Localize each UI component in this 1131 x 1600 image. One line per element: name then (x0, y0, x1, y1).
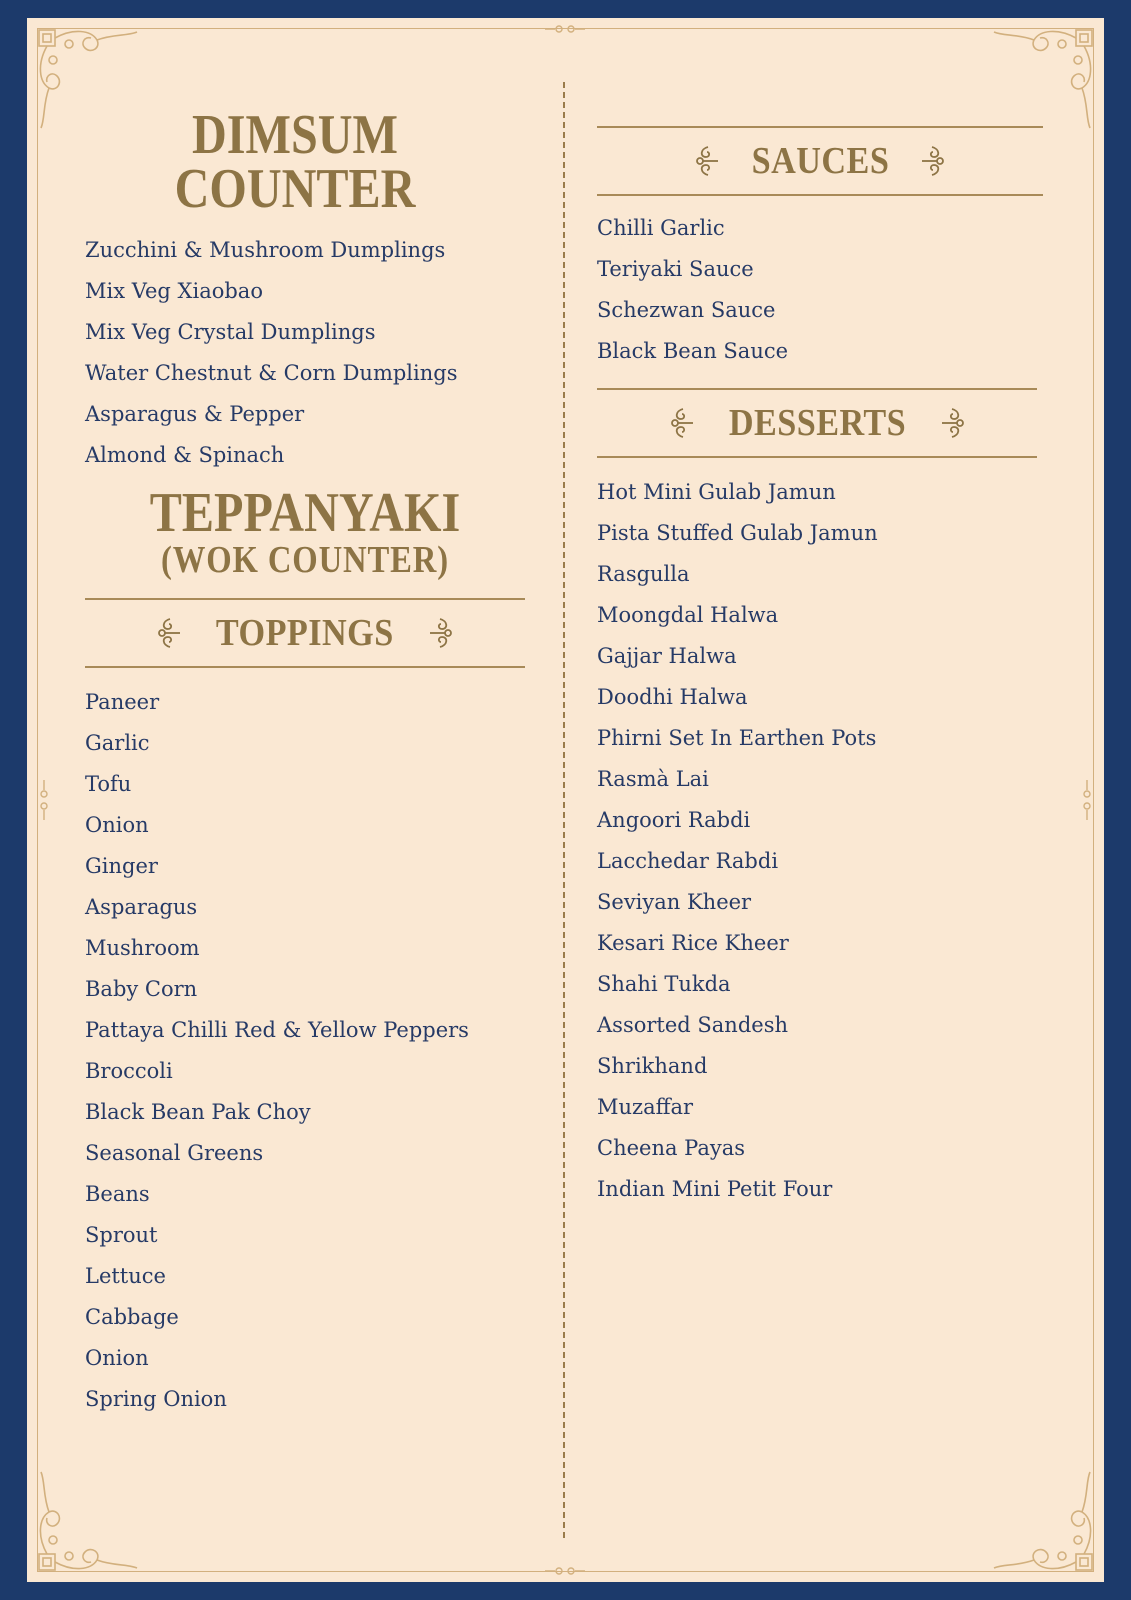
dimsum-item: Mix Veg Xiaobao (85, 279, 263, 303)
dessert-item: Assorted Sandesh (597, 1013, 788, 1037)
dessert-item: Gajjar Halwa (597, 644, 737, 668)
dimsum-list (85, 230, 525, 476)
dessert-item: Rasgulla (597, 562, 690, 586)
teppanyaki-subtitle: (WOK COUNTER) (160, 539, 450, 581)
teppanyaki-title: TEPPANYAKI (149, 482, 461, 544)
topping-item: Beans (85, 1182, 150, 1206)
topping-item: Spring Onion (85, 1387, 227, 1411)
topping-item: Onion (85, 1346, 149, 1370)
sauce-item: Teriyaki Sauce (597, 257, 754, 281)
desserts-heading (597, 388, 1037, 458)
corner-ornament-icon (988, 24, 1098, 134)
toppings-heading (85, 598, 525, 668)
dessert-item: Indian Mini Petit Four (597, 1177, 833, 1201)
left-column (85, 104, 525, 1420)
dessert-item: Doodhi Halwa (597, 685, 748, 709)
sauces-heading-label: SAUCES (751, 140, 889, 182)
dessert-item: Seviyan Kheer (597, 890, 752, 914)
desserts-list (597, 472, 1057, 1210)
dessert-item: Shrikhand (597, 1054, 708, 1078)
edge-ornament-icon (545, 1564, 585, 1578)
sauce-item: Black Bean Sauce (597, 339, 789, 363)
toppings-heading-label: TOPPINGS (216, 612, 394, 654)
topping-item: Seasonal Greens (85, 1141, 264, 1165)
topping-item: Paneer (85, 690, 160, 714)
topping-item: Pattaya Chilli Red & Yellow Peppers (85, 1018, 469, 1042)
sauces-list (597, 208, 1057, 372)
menu-page (27, 18, 1104, 1582)
topping-item: Cabbage (85, 1305, 179, 1329)
dimsum-title (114, 104, 475, 220)
swirl-ornament-icon (692, 143, 722, 179)
sauce-item: Schezwan Sauce (597, 298, 776, 322)
right-column (597, 126, 1057, 1210)
topping-item: Tofu (85, 772, 132, 796)
swirl-ornament-icon (938, 405, 968, 441)
dessert-item: Phirni Set In Earthen Pots (597, 726, 877, 750)
corner-ornament-icon (988, 1466, 1098, 1576)
dessert-item: Kesari Rice Kheer (597, 931, 789, 955)
topping-item: Black Bean Pak Choy (85, 1100, 311, 1124)
dessert-item: Cheena Payas (597, 1136, 746, 1160)
dimsum-item: Zucchini & Mushroom Dumplings (85, 238, 446, 262)
dessert-item: Moongdal Halwa (597, 603, 779, 627)
topping-item: Onion (85, 813, 149, 837)
topping-item: Broccoli (85, 1059, 173, 1083)
edge-ornament-icon (37, 780, 51, 820)
swirl-ornament-icon (154, 615, 184, 651)
corner-ornament-icon (33, 1466, 143, 1576)
dimsum-title-line1: DIMSUM (192, 104, 398, 166)
topping-item: Mushroom (85, 936, 200, 960)
edge-ornament-icon (1080, 780, 1094, 820)
topping-item: Baby Corn (85, 977, 198, 1001)
column-divider (563, 82, 565, 1538)
desserts-heading-label: DESSERTS (728, 402, 906, 444)
topping-item: Lettuce (85, 1264, 166, 1288)
swirl-ornament-icon (426, 615, 456, 651)
dessert-item: Shahi Tukda (597, 972, 731, 996)
dessert-item: Lacchedar Rabdi (597, 849, 779, 873)
dimsum-item: Water Chestnut & Corn Dumplings (85, 361, 458, 385)
swirl-ornament-icon (667, 405, 697, 441)
topping-item: Garlic (85, 731, 150, 755)
sauce-item: Chilli Garlic (597, 216, 725, 240)
dimsum-item: Asparagus & Pepper (85, 402, 305, 426)
topping-item: Ginger (85, 854, 158, 878)
dessert-item: Rasmà Lai (597, 767, 709, 791)
dessert-item: Angoori Rabdi (597, 808, 751, 832)
dimsum-title-line2: COUNTER (174, 158, 416, 220)
dessert-item: Muzaffar (597, 1095, 694, 1119)
topping-item: Asparagus (85, 895, 198, 919)
dessert-item: Hot Mini Gulab Jamun (597, 480, 836, 504)
toppings-list (85, 682, 525, 1420)
dimsum-item: Mix Veg Crystal Dumplings (85, 320, 376, 344)
edge-ornament-icon (545, 22, 585, 36)
sauces-heading (597, 126, 1043, 196)
swirl-ornament-icon (918, 143, 948, 179)
dessert-item: Pista Stuffed Gulab Jamun (597, 521, 878, 545)
topping-item: Sprout (85, 1223, 158, 1247)
dimsum-item: Almond & Spinach (85, 443, 285, 467)
